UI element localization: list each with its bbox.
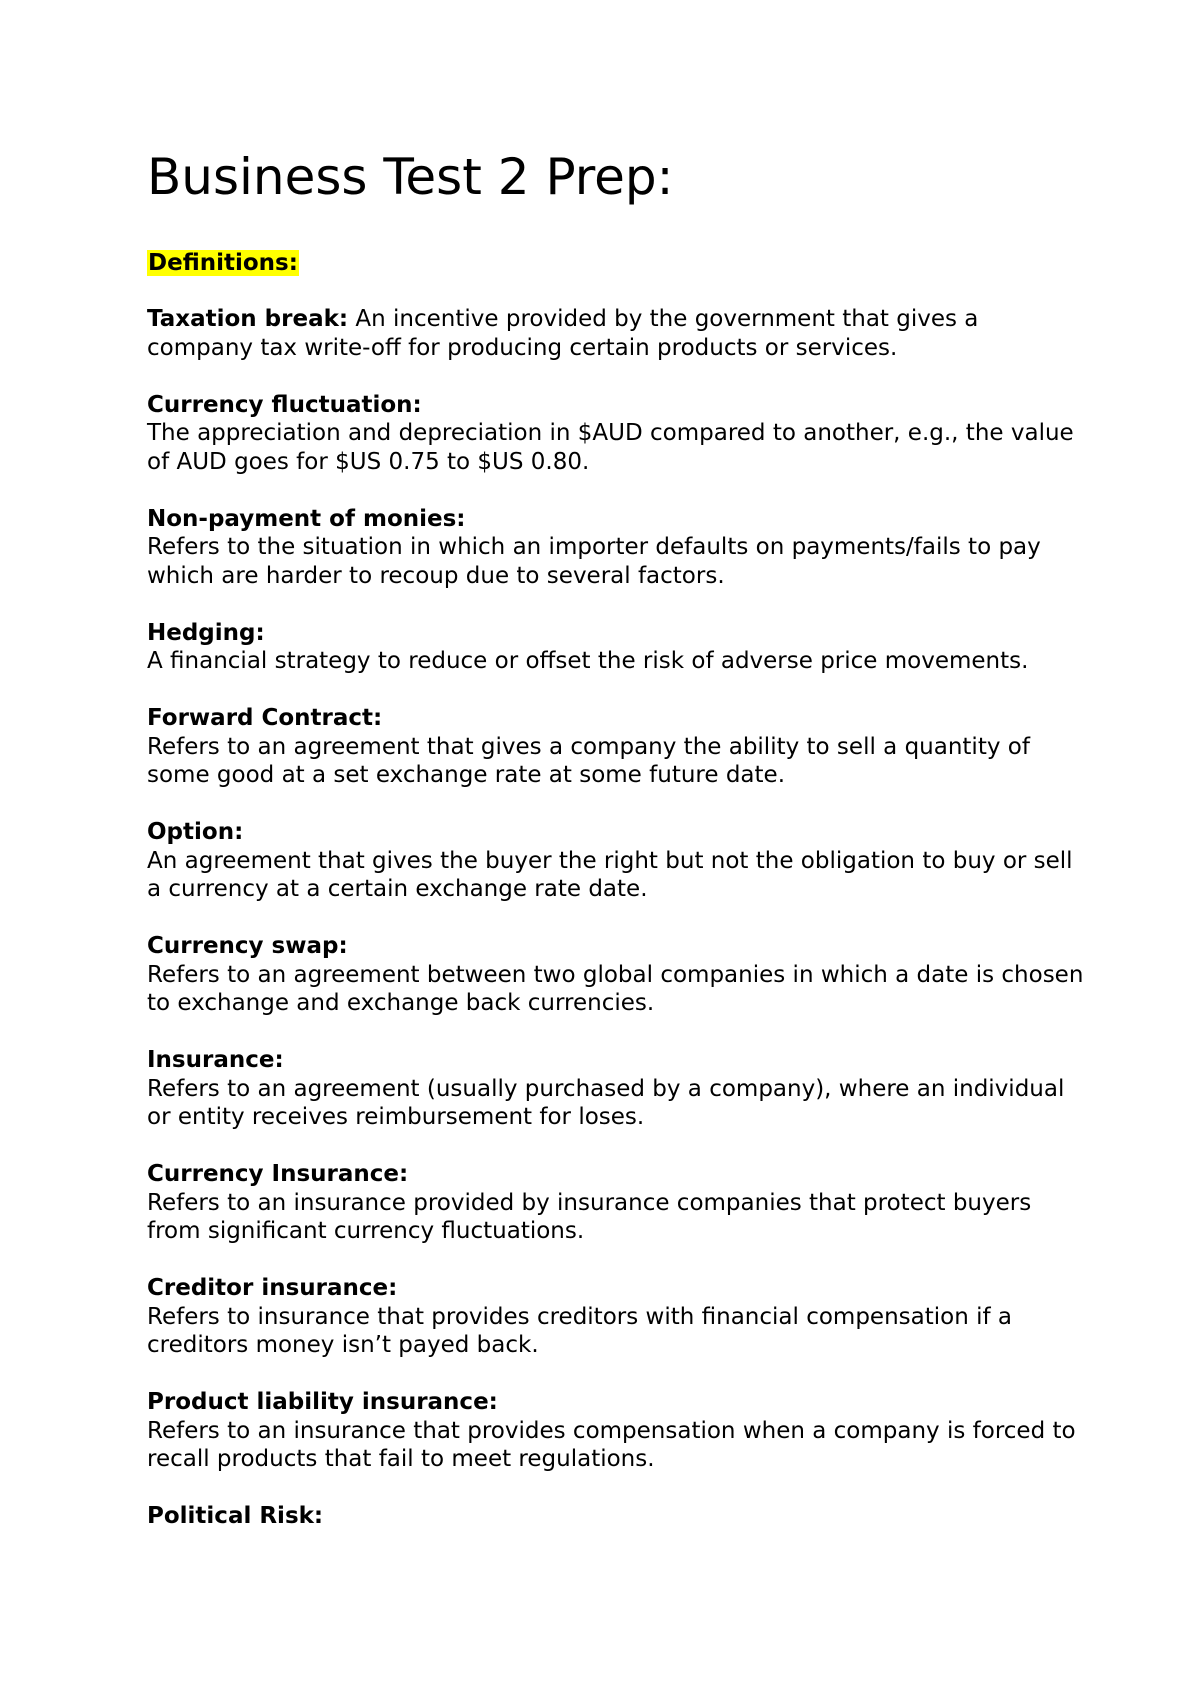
definition-text: The appreciation and depreciation in $AUD compared to another, e.g., the value of AUD goes for $US 0.75 to $US 0.80. (147, 420, 1074, 475)
definition-term: Forward Contract: (147, 705, 383, 731)
definition-term: Creditor insurance: (147, 1275, 398, 1301)
definition-product-liability-insurance (147, 1388, 1087, 1474)
definition-term: Currency fluctuation: (147, 391, 422, 418)
definition-term: Product liability insurance: (147, 1389, 498, 1415)
definition-text: Refers to an agreement that gives a company the ability to sell a quantity of some good at a set exchange rate at some future date. (147, 733, 1030, 788)
definition-political-risk (147, 1502, 1087, 1531)
definitions-list (147, 305, 1087, 1559)
definition-text: Refers to the situation in which an importer defaults on payments/fails to pay which are harder to recoup due to several factors. (147, 534, 1041, 589)
definition-term: Taxation break: (147, 306, 349, 332)
definition-option (147, 818, 1087, 904)
definition-insurance (147, 1046, 1087, 1132)
definition-currency-swap (147, 932, 1087, 1018)
definition-text: Refers to an insurance provided by insurance companies that protect buyers from significant currency fluctuations. (147, 1189, 1032, 1244)
definition-text: An agreement that gives the buyer the right but not the obligation to buy or sell a currency at a certain exchange rate date. (147, 847, 1073, 902)
section-heading-definitions (147, 249, 299, 277)
definition-currency-fluctuation (147, 391, 1087, 477)
definition-term: Political Risk: (147, 1503, 324, 1529)
definition-text: A financial strategy to reduce or offset the risk of adverse price movements. (147, 648, 1029, 674)
definition-forward-contract (147, 704, 1087, 790)
definition-creditor-insurance (147, 1274, 1087, 1360)
definition-term: Non-payment of monies: (147, 505, 466, 532)
definition-text: Refers to an agreement (usually purchased by a company), where an individual or entity receives reimbursement for loses. (147, 1075, 1065, 1130)
definition-text: An incentive provided by the government that gives a company tax write-off for producing certain products or services. (147, 306, 979, 361)
definition-text: Refers to an agreement between two global companies in which a date is chosen to exchange and exchange back currencies. (147, 961, 1084, 1016)
definition-term: Insurance: (147, 1047, 284, 1073)
definition-text: Refers to an insurance that provides compensation when a company is forced to recall products that fail to meet regulations. (147, 1417, 1076, 1472)
definition-hedging (147, 619, 1087, 676)
highlighted-heading-text: Definitions: (148, 250, 298, 276)
definition-currency-insurance (147, 1160, 1087, 1246)
document-title: Business Test 2 Prep: (147, 148, 674, 206)
definition-term: Hedging: (147, 619, 265, 646)
definition-taxation-break (147, 305, 1087, 362)
definition-term: Currency Insurance: (147, 1161, 409, 1187)
definition-text: Refers to insurance that provides creditors with financial compensation if a creditors money isn’t payed back. (147, 1303, 1012, 1358)
definition-term: Option: (147, 819, 244, 845)
definition-term: Currency swap: (147, 933, 348, 959)
definition-non-payment-of-monies (147, 505, 1087, 591)
